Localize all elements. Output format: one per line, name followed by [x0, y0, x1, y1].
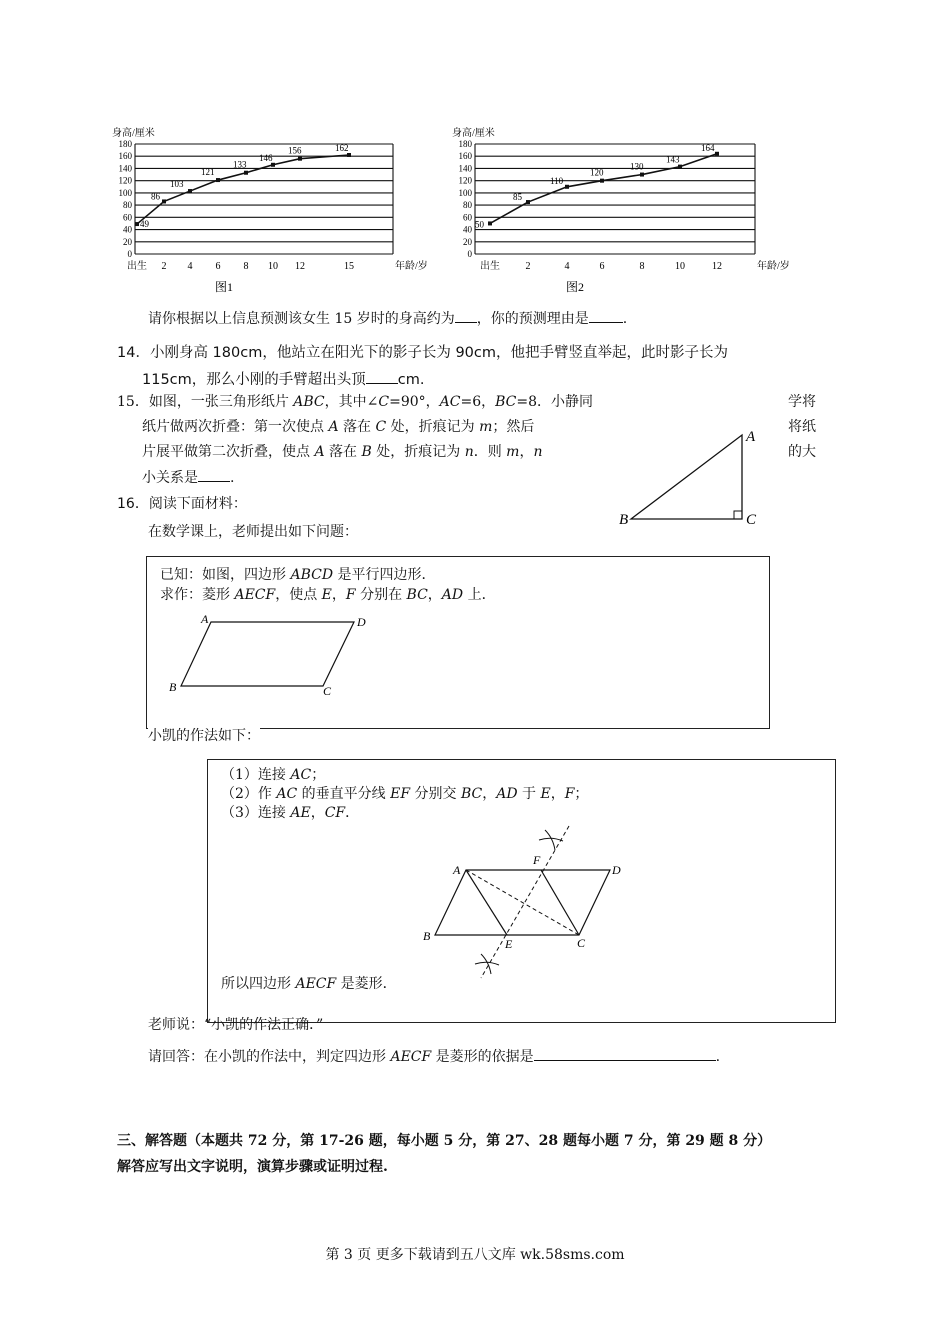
chart1-ytick: 140 — [118, 163, 132, 174]
section3-heading: 三、解答题（本题共 72 分，第 17-26 题，每小题 5 分，第 27、28 题每小题 7 分，第 29 题 8 分） — [117, 1133, 772, 1149]
chart1-data-label: 86 — [151, 191, 160, 202]
p1-label-b: B — [169, 680, 177, 694]
tri-label-a: A — [746, 429, 756, 445]
chart2-xlabel: 年龄/岁 — [757, 261, 790, 272]
chart1-data-label: 146 — [259, 152, 273, 163]
chart1-xtick: 2 — [161, 261, 167, 272]
p1-label-d: D — [357, 615, 366, 629]
step-2: （2）作 AC 的垂直平分线 EF 分别交 BC，AD 于 E，F； — [221, 786, 589, 802]
chart1-xtick: 10 — [268, 261, 278, 272]
chart1-point — [347, 153, 351, 157]
chart1-xlabel: 年龄/岁 — [395, 261, 428, 272]
chart2-ytick: 80 — [463, 200, 472, 211]
chart2-title: 图2 — [565, 280, 585, 294]
chart2-ytick: 20 — [463, 236, 472, 247]
chart2-ytick: 100 — [458, 187, 472, 198]
chart1-data-label: 162 — [335, 143, 349, 153]
problem-given: 已知：如图，四边形 ABCD 是平行四边形． — [160, 567, 436, 583]
chart2-ytick: 180 — [458, 139, 472, 149]
chart2-point — [526, 200, 530, 204]
chart1-ytick: 40 — [123, 224, 132, 235]
chart2-xtick: 出生 — [480, 261, 500, 272]
step-3: （3）连接 AE，CF． — [221, 805, 360, 821]
chart1-data-label: 121 — [201, 167, 215, 178]
chart1-data-label: 156 — [288, 145, 302, 156]
p2-label-b: B — [423, 929, 431, 943]
chart1-ytick: 20 — [123, 236, 132, 247]
q15-line4: 小关系是 . — [142, 467, 234, 488]
chart1-xtick: 15 — [344, 261, 354, 272]
q15-line3: 片展平做第二次折叠，使点 A 落在 B 处，折痕记为 n．则 m，n — [142, 444, 543, 460]
chart1-ytick: 180 — [118, 139, 132, 149]
chart1-xtick: 12 — [295, 261, 305, 272]
chart2-point — [488, 221, 492, 225]
p1-label-c: C — [323, 684, 332, 698]
chart2-ytick: 0 — [467, 249, 472, 259]
conclusion: 所以四边形 AECF 是菱形． — [221, 976, 397, 992]
height-chart-2 — [440, 122, 790, 302]
q16-answer: 请回答：在小凯的作法中，判定四边形 AECF 是菱形的依据是 . — [148, 1046, 720, 1067]
chart2-ytick: 160 — [458, 151, 472, 162]
chart2-data-label: 164 — [701, 142, 715, 153]
p2-label-c: C — [577, 936, 586, 950]
step-1: （1）连接 AC； — [221, 767, 326, 783]
parallelogram-abcd — [181, 622, 354, 686]
chart1-xtick: 6 — [215, 261, 221, 272]
chart1-ytick: 60 — [123, 212, 132, 223]
q15-triangle-figure — [615, 425, 765, 530]
chart2-xtick: 4 — [564, 261, 570, 272]
chart1-xtick: 出生 — [127, 261, 147, 272]
q15-line1-right: 学将 — [788, 394, 816, 410]
chart1-ylabel: 身高/厘米 — [112, 128, 155, 139]
chart1-point — [216, 178, 220, 182]
p2-label-f: F — [533, 853, 541, 867]
chart1-ytick: 0 — [127, 249, 132, 259]
chart2-xtick: 12 — [712, 261, 722, 272]
height-chart-1 — [100, 122, 428, 302]
chart2-data-label: 85 — [513, 192, 522, 203]
chart2-ylabel: 身高/厘米 — [452, 128, 495, 139]
q13-line: 请你根据以上信息预测该女生 15 岁时的身高约为 ，你的预测理由是 . — [148, 308, 627, 329]
parallelogram-figure — [165, 609, 385, 699]
arc-bottom-2 — [481, 954, 491, 974]
chart1-title: 图1 — [214, 280, 234, 294]
diagonal-ac — [466, 870, 579, 935]
arc-top-2 — [545, 830, 555, 850]
segment-cf — [541, 870, 579, 935]
chart1-ytick: 100 — [118, 187, 132, 198]
method-box — [207, 759, 836, 1023]
right-angle-mark — [734, 511, 742, 519]
chart1-data-label: 49 — [140, 219, 149, 230]
chart2-data-label: 50 — [475, 219, 484, 230]
q15-line1: 15．如图，一张三角形纸片 ABC，其中∠C=90°，AC=6，BC=8．小静同 — [117, 394, 594, 410]
q15-line2-right: 将纸 — [788, 419, 816, 435]
chart1-data-label: 133 — [233, 159, 247, 170]
chart2-point — [715, 152, 719, 156]
chart1-point — [135, 222, 139, 226]
tri-label-b: B — [619, 512, 629, 528]
chart1-ytick: 120 — [118, 175, 132, 186]
q14-line1: 14．小刚身高 180cm，他站立在阳光下的影子长为 90cm，他把手臂竖直举起，此时影子长为 — [117, 345, 728, 361]
p1-label-a: A — [201, 612, 209, 626]
chart1-xtick: 4 — [187, 261, 193, 272]
teacher-remark: 老师说：“小凯的作法正确．” — [148, 1017, 324, 1033]
construction-figure — [413, 822, 653, 987]
q16-intro: 在数学课上，老师提出如下问题： — [148, 524, 358, 540]
chart2-data-label: 120 — [590, 167, 604, 178]
chart1-point — [244, 171, 248, 175]
chart2-xtick: 8 — [639, 261, 645, 272]
q14-line2: 115cm，那么小刚的手臂超出头顶 cm. — [142, 369, 425, 390]
chart1-ytick: 80 — [123, 200, 132, 211]
chart1-point — [271, 163, 275, 167]
problem-construct: 求作：菱形 AECF，使点 E，F 分别在 BC，AD 上． — [160, 587, 496, 603]
chart1-point — [188, 189, 192, 193]
segment-ae — [466, 870, 507, 935]
chart2-data-label: 110 — [550, 175, 564, 186]
chart2-data-label: 130 — [630, 161, 644, 172]
method-intro: 小凯的作法如下： — [148, 728, 260, 744]
chart2-point — [565, 185, 569, 189]
chart1-xtick: 8 — [243, 261, 249, 272]
tri-label-c: C — [746, 512, 757, 528]
perpendicular-bisector — [481, 826, 569, 978]
chart2-series-line — [490, 154, 717, 224]
chart2-ytick: 140 — [458, 163, 472, 174]
q15-line2: 纸片做两次折叠：第一次使点 A 落在 C 处，折痕记为 m；然后 — [142, 419, 535, 435]
chart1-point — [298, 157, 302, 161]
chart1-data-label: 103 — [170, 179, 184, 190]
p2-label-d: D — [612, 863, 621, 877]
triangle-abc — [631, 435, 742, 519]
chart2-data-label: 143 — [666, 154, 680, 165]
chart1-point — [162, 199, 166, 203]
q15-line3-right: 的大 — [788, 444, 816, 460]
chart2-point — [678, 165, 682, 169]
page-footer: 第 3 页 更多下载请到五八文库 wk.58sms.com — [325, 1247, 625, 1263]
chart2-point — [600, 179, 604, 183]
q16-title: 16．阅读下面材料： — [117, 496, 247, 512]
p2-label-e: E — [505, 937, 513, 951]
chart2-ytick: 60 — [463, 212, 472, 223]
chart2-xtick: 6 — [599, 261, 605, 272]
p2-label-a: A — [453, 863, 461, 877]
chart2-xtick: 2 — [525, 261, 531, 272]
problem-box — [146, 556, 770, 729]
chart2-point — [640, 173, 644, 177]
chart2-ytick: 120 — [458, 175, 472, 186]
chart1-ytick: 160 — [118, 151, 132, 162]
chart2-xtick: 10 — [675, 261, 685, 272]
chart2-ytick: 40 — [463, 224, 472, 235]
section3-instruction: 解答应写出文字说明，演算步骤或证明过程. — [117, 1159, 388, 1175]
